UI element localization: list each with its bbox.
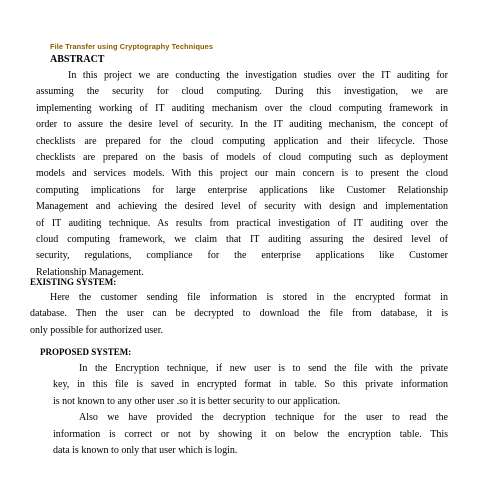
abstract-heading: ABSTRACT bbox=[50, 54, 105, 65]
existing-system-line: database. Then the user can be decrypted to download the file from database, it is bbox=[30, 308, 448, 320]
abstract-paragraph bbox=[36, 68, 448, 281]
abstract-line: computing implications for large enterprise applications like Customer Relationship bbox=[36, 184, 448, 196]
proposed-system-line: key, in this file is saved in encrypted format in table. So this private information bbox=[53, 379, 448, 391]
abstract-line: of IT auditing technique. As results from practical investigation of IT auditing over the bbox=[36, 217, 448, 229]
existing-system-line: Here the customer sending file information is stored in the encrypted format in bbox=[50, 292, 448, 303]
existing-system-paragraph bbox=[30, 290, 448, 339]
abstract-line: Relationship Management. bbox=[36, 266, 144, 278]
proposed-system-line: information is correct or not by showing it on below the encryption table. This bbox=[53, 428, 448, 440]
abstract-line: In this project we are conducting the investigation studies over the IT auditing for bbox=[68, 70, 448, 81]
proposed-system-line: Also we have provided the decryption technique for the user to read the bbox=[79, 412, 448, 424]
abstract-line: order to assure the desire level of security. In the IT auditing mechanism, the concept of bbox=[36, 119, 448, 131]
proposed-system-paragraph bbox=[53, 361, 448, 459]
proposed-system-line: data is known to only that user which is login. bbox=[53, 444, 238, 456]
proposed-system-line: In the Encryption technique, if new user is to send the file with the private bbox=[79, 363, 448, 374]
abstract-line: models and services models. With this project our main concern is to present the cloud bbox=[36, 168, 448, 180]
abstract-line: cloud computing framework, we claim that IT auditing assuring the desired level of bbox=[36, 233, 448, 245]
abstract-line: security, regulations, compliance for the enterprise applications like Customer bbox=[36, 250, 448, 262]
abstract-line: checklists are prepared on the basis of models of cloud computing such as deployment bbox=[36, 151, 448, 163]
abstract-line: assuming the security for cloud computing. During this investigation, we are bbox=[36, 86, 448, 98]
proposed-system-heading: PROPOSED SYSTEM: bbox=[40, 347, 132, 357]
page-header: File Transfer using Cryptography Techniques bbox=[50, 42, 214, 51]
abstract-line: implementing working of IT auditing mechanism over the cloud computing framework in bbox=[36, 102, 448, 114]
abstract-line: checklists are prepared for the cloud computing application and their lifecycle. Those bbox=[36, 135, 448, 147]
existing-system-heading: EXISTING SYSTEM: bbox=[30, 277, 117, 287]
existing-system-line: only possible for authorized user. bbox=[30, 324, 164, 336]
abstract-line: Management and achieving the desired level of security with design and implementation bbox=[36, 201, 448, 213]
proposed-system-line: is not known to any other user .so it is better security to our application. bbox=[53, 395, 341, 407]
